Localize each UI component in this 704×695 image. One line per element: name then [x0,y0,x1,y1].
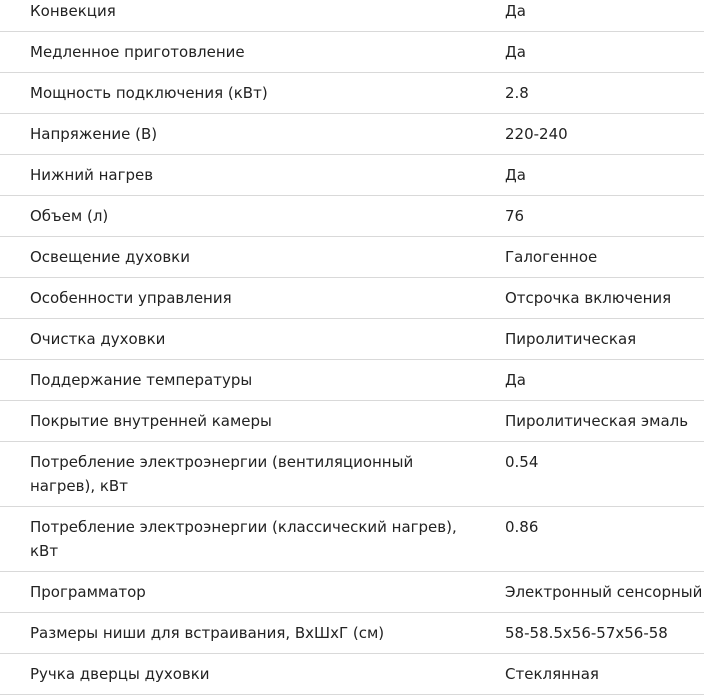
table-row [0,32,704,73]
table-row [0,114,704,155]
spec-value: Да [505,166,526,184]
table-row [0,237,704,278]
spec-value: Да [505,43,526,61]
spec-value: 58-58.5x56-57x56-58 [505,624,668,642]
spec-name: Мощность подключения (кВт) [30,84,268,102]
spec-value: Стеклянная [505,665,599,683]
spec-name: Освещение духовки [30,248,190,266]
spec-name: Особенности управления [30,289,232,307]
spec-name: Ручка дверцы духовки [30,665,210,683]
spec-value: 220-240 [505,125,568,143]
spec-name: Потребление электроэнергии (вентиляционный нагрев), кВт [30,453,414,495]
table-row [0,319,704,360]
table-row [0,507,704,572]
spec-value: Пиролитическая [505,330,637,348]
table-row [0,572,704,613]
spec-value: Отсрочка включения [505,289,672,307]
spec-name: Размеры ниши для встраивания, ВхШхГ (см) [30,624,385,642]
spec-name: Напряжение (В) [30,125,158,143]
table-row [0,654,704,695]
table-row [0,0,704,32]
spec-name: Покрытие внутренней камеры [30,412,272,430]
spec-value: 0.86 [505,518,539,536]
spec-name: Очистка духовки [30,330,166,348]
spec-value: 76 [505,207,525,225]
table-row [0,155,704,196]
spec-value: Да [505,371,526,389]
spec-value: Галогенное [505,248,598,266]
spec-name: Потребление электроэнергии (классический нагрев), кВт [30,518,457,560]
spec-value: 0.54 [505,453,539,471]
table-row [0,73,704,114]
table-row [0,442,704,507]
spec-value: 2.8 [505,84,529,102]
spec-name: Объем (л) [30,207,109,225]
table-row [0,196,704,237]
spec-value: Да [505,2,526,20]
spec-name: Поддержание температуры [30,371,253,389]
spec-name: Конвекция [30,2,116,20]
table-row [0,278,704,319]
table-row [0,613,704,654]
spec-value: Электронный сенсорный [505,583,703,601]
spec-name: Программатор [30,583,146,601]
spec-name: Нижний нагрев [30,166,154,184]
table-row [0,360,704,401]
spec-value: Пиролитическая эмаль [505,412,689,430]
table-row [0,401,704,442]
spec-name: Медленное приготовление [30,43,245,61]
